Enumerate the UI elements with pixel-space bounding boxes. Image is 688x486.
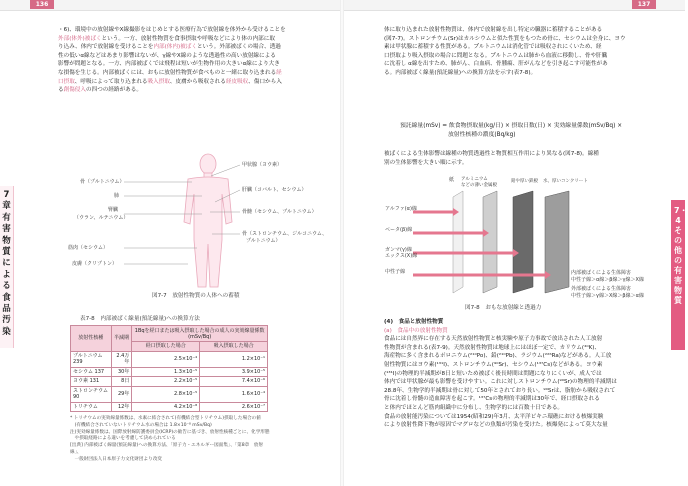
legend-external: 外部被ばくによる生体障害 (571, 286, 632, 292)
ray-label-neutron: 中性子線 (385, 269, 406, 275)
text-line: 海産物に多く含まれるポロニウム(²¹⁰Po)、鉛(²¹⁰Pb)、ラジウム(²²⁶Ra)などがある。人工放 (384, 353, 612, 360)
text-line: 別の生体影響を大きい順に示す。 (384, 159, 468, 166)
table-note: 一般財団法人日本原子力文化財団より改変 (70, 456, 162, 462)
text-line: 食品の放射能汚染については1954(昭和29)年3月、太平洋ビキニ環礁における核爆実験 (384, 413, 604, 420)
figure-7-7 (60, 152, 330, 298)
right-body-text-mid (384, 150, 628, 167)
table-header-inhale: 吸入摂取した場合 (200, 342, 268, 352)
text-line: 射性物質にはヨウ素(¹³¹I)、ストロンチウム(⁹⁰Sr)、セシウム(¹³⁷Cs)などがある。ヨウ素 (384, 361, 603, 368)
legend-internal: 内部被ばくによる生体障害 (571, 270, 632, 276)
text-line: る。内部被ばく線量(預託線量)への換算方法を示す(表7-8)。 (384, 69, 537, 76)
text-line: 骨に沈着し骨髄の造血障害を起こす。¹³⁷Csの物理的半減期は30年で、経口摂取される (384, 396, 600, 403)
text-line: 外部(体外)被ばくという。一方、放射性物質を食事摂取や呼吸などにより体の内部に取 (58, 35, 275, 42)
legend-internal-order: 中性子線＞α線＞β線＞γ線＞X線 (571, 277, 644, 283)
text-line: ・6)、環境中の放射線やX線撮影をはじめとする医療行為で放射線を体外から受けることを (58, 27, 286, 33)
text-line: 食品には自然界に存在する天然放射性物質と核実験や原子力事故で放出された人工放射 (384, 336, 603, 343)
human-body-illustration (60, 152, 330, 298)
formula-line-1: 預託線量(mSv) = 飲食物摂取量(kg/日) × 摂取日数(日) × 実効線量係数(mSv/Bq) × (400, 123, 623, 129)
ray-label-alpha: アルファ(α)線 (385, 206, 417, 212)
right-body-text-bottom (384, 318, 628, 430)
label-bone-marrow: 骨髄（セシウム、プルトニウム） (242, 209, 317, 215)
legend-external-order: 中性子線＞γ線＞X線＞β線＞α線 (571, 293, 644, 299)
label-lung: 肺 (114, 193, 120, 199)
table-note: * トリチウムの実効線量係数は、水素に結合されて(有機結合型トリチウム)摂取した場合の値 (70, 416, 261, 421)
col-label-aluminum-sub: などの薄い金属板 (461, 183, 497, 188)
subsection-heading: (a) 食品中の放射性物質 (384, 327, 448, 334)
col-label-concrete: 水、厚いコンクリート (543, 179, 588, 184)
col-label-paper: 紙 (449, 177, 455, 183)
section-heading-food: (4) 食品と放射性物質 (384, 319, 444, 325)
chapter-tab-right-text: 7・4 その他の有害物質 (674, 206, 688, 305)
table-header-oral: 経口摂取した場合 (132, 342, 200, 352)
left-body-text (58, 26, 328, 95)
table-header-nuclide: 放射性核種 (71, 326, 112, 352)
text-line: 体内では甲状腺が最も影響を受けやすい。これに対しストロンチウム(⁹⁰Sr)の物理的半減期は (384, 379, 617, 386)
text-line: 口摂取より吸入摂取の場合に問題となる。プルトニウムは肺から血液に移動し、骨や肝臓 (384, 52, 608, 59)
table-row: セシウム 137 30年 1.3×10⁻⁵ 3.9×10⁻⁵ (71, 367, 268, 377)
label-muscle: 筋肉（セシウム） (68, 245, 108, 251)
label-bone-sr: 骨（ストロンチウム、ジルコニウム、 (242, 231, 328, 237)
label-kidney: 腎臓 (108, 207, 119, 213)
chapter-tab-left (0, 186, 20, 348)
figure-7-7-caption: 図7-7 放射性物質の人体への蓄積 (152, 293, 240, 299)
page-number-right: 137 (632, 0, 656, 9)
label-bone-sr-cont: プルトニウム） (246, 238, 281, 244)
label-bone-pu: 骨（プルトニウム） (80, 179, 125, 185)
text-line: に沈着し α線を出すため、肺がん、白血病、骨腫瘍、肝がんなどを引き起こす可能性があ (384, 61, 608, 68)
dose-formula (400, 122, 622, 140)
text-line: 性物質が含まれる(表7-9)。天然放射性物質は地球上にはほぼ一定で、カリウム(⁴⁰K)、 (384, 344, 601, 351)
page-number-left: 136 (30, 0, 54, 9)
label-kidney-nuclides: （ウラン、ルテニウム） (74, 215, 129, 221)
text-line: り込み、体内で放射線を受けることを内部(体内)被ばくという。外部被ばくの場合、透過 (58, 44, 281, 51)
chapter-tab-right (671, 200, 688, 350)
col-label-aluminum: アルミニウム (461, 177, 488, 182)
figure-7-8 (383, 175, 644, 313)
text-line: る創傷侵入の四つの経路がある。 (58, 87, 142, 94)
term-skin-absorption: 経皮吸収 (225, 78, 249, 85)
label-skin: 皮膚（クリプトン） (72, 261, 118, 267)
text-line: 口摂取、呼吸によって取り込まれる吸入摂取、皮膚から吸収される経皮吸収、傷口から入 (58, 78, 282, 85)
text-line: 被ばくによる生体影響は線種の物質透過性と物質相互作用により異なる(図7-8)。線種 (384, 151, 599, 157)
right-body-text-top (384, 26, 628, 78)
text-line: 体に取り込まれた放射性物質は、体内で放射線を出し特定の臓器に蓄積することがある (384, 27, 603, 33)
label-thyroid: 甲状腺（ヨウ素） (242, 162, 283, 168)
text-line: な損傷を生じる。内部被ばくには、おもに放射性物質が食べものと一緒に取り込まれる経 (58, 69, 282, 76)
figure-7-8-caption: 図7-8 おもな放射線と透過力 (465, 305, 542, 311)
text-line: 性の低いα線などはあまり影響はないが、γ線やX線のような透過性の高い放射線による (58, 52, 276, 59)
text-line: 素は甲状腺に蓄積する性質がある。プルトニウムは消化管では吸収されにくいため、経 (384, 44, 602, 51)
table-row: ストロンチウム 90 29年 2.8×10⁻⁵ 1.6×10⁻⁴ (71, 386, 268, 402)
term-wound-entry: 創傷侵入 (63, 87, 86, 94)
formula-line-2: 放射性核種の濃度(Bq/kg) (448, 132, 516, 138)
table-header-group: 1Bqを経口または吸入摂取した場合の成人の実効線量係数(mSv/Bq) (132, 326, 268, 342)
table-note: [出典] 内部被ばく線量(預託線量)への換算方法、「原子力・エネルギー図面集」、「第8章 放射線」、 (70, 443, 263, 455)
col-label-lead: 鉛や厚い鉄板 (511, 179, 538, 184)
term-external-exposure: 外部(体外)被ばく (58, 35, 102, 42)
text-line: により放射性降下物が原因でマグロなどの魚類が汚染を受けた。核爆発によって莫大な量 (384, 422, 608, 429)
ray-label-beta: ベータ(β)線 (385, 227, 413, 233)
table-row: プルトニウム 239 2.4万年 2.5×10⁻⁴ 1.2×10⁻¹ (71, 351, 268, 367)
term-internal-exposure: 内部(体内)被ばく (153, 44, 197, 51)
text-line: 影響が問題となる。一方、内部被ばくでは飛程は短いが生物作用の大きいα線により大き (58, 61, 280, 68)
term-inhalation: 吸入摂取 (147, 78, 170, 85)
text-line: と体内でほとんど筋肉組織中に分布し、生物学的には百数十日である。 (384, 404, 564, 411)
table-header-halflife: 半減期 (111, 326, 132, 352)
table-row: ヨウ素 131 8日 2.2×10⁻⁵ 7.4×10⁻⁶ (71, 377, 268, 387)
table-7-8-title: 表7-8 内部被ばく線量(預託線量)への換算方法 (80, 316, 200, 322)
chapter-tab-left-text: 7章 有害物質による食品汚染 (2, 190, 20, 337)
book-gutter (340, 0, 344, 486)
label-liver: 肝臓（コバルト、セシウム） (242, 187, 307, 193)
table-7-8 (70, 325, 268, 412)
ray-label-gamma-x: ガンマ(γ)線 エックス(X)線 (385, 247, 418, 259)
term-oral-intake: 口摂取 (58, 78, 75, 85)
text-line: 28.8年、生物学的半減期は骨に対して50年とされており長い。⁹⁰Srは、脂肪から吸収されて (384, 387, 616, 394)
table-note: や摂取経路による違いを考慮して決められている (70, 436, 176, 442)
text-line: (図7-7)。ストロンチウム(Sr)はカルシウムと似た性質をもつため骨に、セシウムは全身に、ヨウ (384, 35, 626, 42)
table-7-8-notes (70, 416, 270, 464)
table-note: (有機結合されていないトリチウム水の場合は 1.8×10⁻⁸ mSv/Bq) (70, 422, 212, 428)
table-row: トリチウム 12年 4.2×10⁻⁸ 2.6×10⁻⁷ (71, 402, 268, 412)
table-note: 注)実効線量係数は、国際放射線防護委員会(ICRP)の勧告に基づき、放射性核種ごとに、化学形態 (70, 429, 270, 435)
text-line: (¹³¹I)の物理的半減期が8日と短いため被ばく後長時間は問題になりにくいが、成人では (384, 370, 602, 377)
